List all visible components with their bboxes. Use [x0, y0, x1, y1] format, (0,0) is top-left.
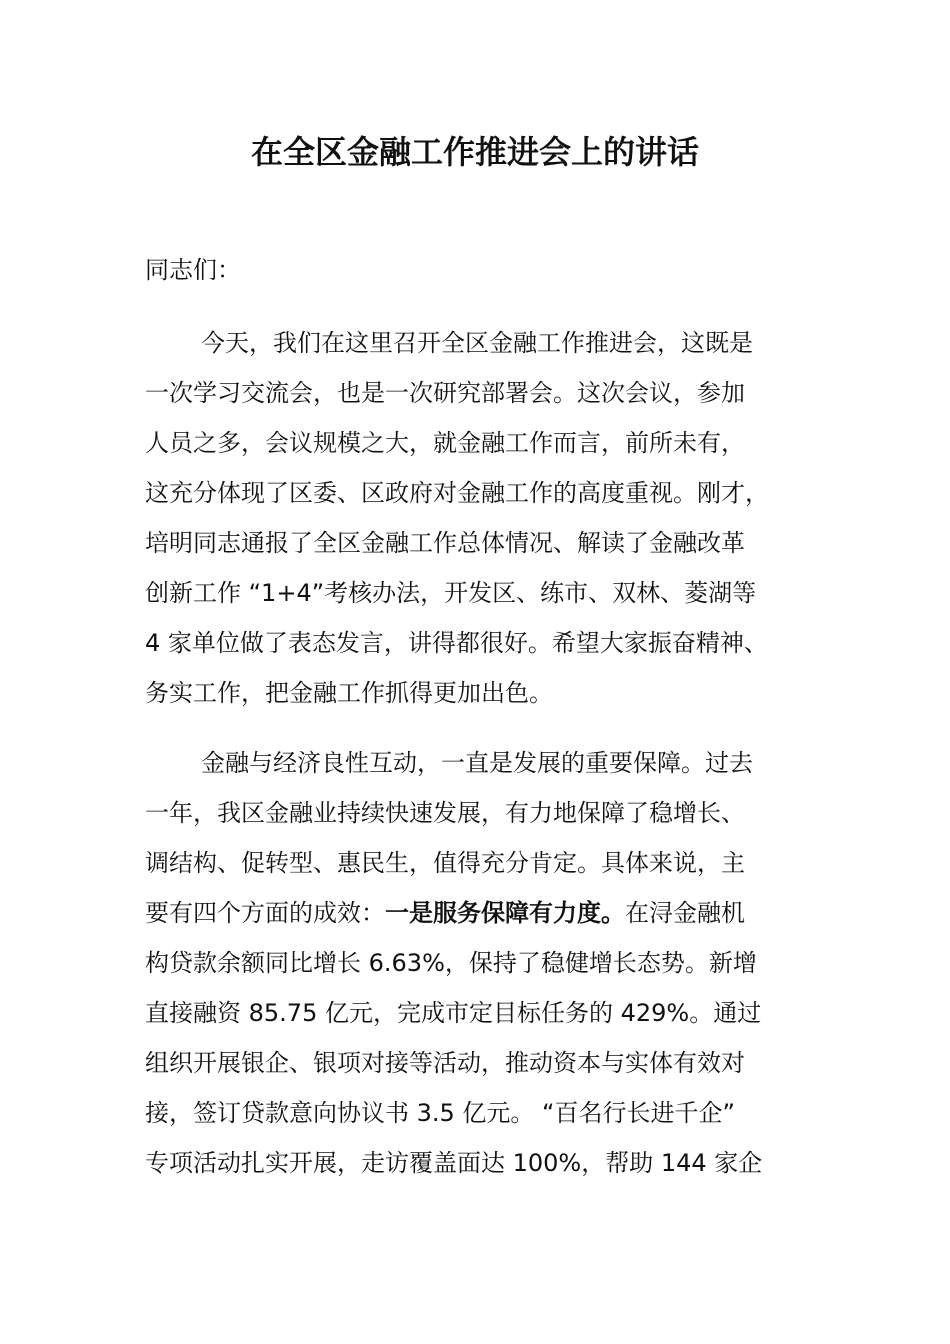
line-text: 要有四个方面的成效： [145, 899, 385, 927]
paragraph-2 [145, 738, 805, 1188]
paragraph-line: 务实工作，把金融工作抓得更加出色。 [145, 679, 553, 707]
paragraph-line: 构贷款余额同比增长 6.63%，保持了稳健增长态势。新增 [145, 949, 757, 977]
paragraph-line: 人员之多，会议规模之大，就金融工作而言，前所未有， [145, 429, 745, 457]
paragraph-line: 今天，我们在这里召开全区金融工作推进会，这既是 [201, 329, 753, 357]
paragraph-line: 接，签订贷款意向协议书 3.5 亿元。 “百名行长进千企” [145, 1099, 735, 1127]
bold-heading: 一是服务保障有力度。 [385, 899, 625, 927]
paragraph-line: 一次学习交流会，也是一次研究部署会。这次会议，参加 [145, 379, 745, 407]
paragraph-line: 一年，我区金融业持续快速发展，有力地保障了稳增长、 [145, 799, 745, 827]
paragraph-line: 直接融资 85.75 亿元，完成市定目标任务的 429%。通过 [145, 999, 762, 1027]
paragraph-line: 这充分体现了区委、区政府对金融工作的高度重视。刚才， [145, 479, 769, 507]
paragraph-line: 组织开展银企、银项对接等活动，推动资本与实体有效对 [145, 1049, 745, 1077]
paragraph-line: 金融与经济良性互动，一直是发展的重要保障。过去 [201, 749, 753, 777]
paragraph-line: 专项活动扎实开展，走访覆盖面达 100%，帮助 144 家企 [145, 1149, 763, 1177]
paragraph-line: 调结构、促转型、惠民生，值得充分肯定。具体来说，主 [145, 849, 745, 877]
paragraph-1 [145, 318, 805, 718]
document-title: 在全区金融工作推进会上的讲话 [250, 133, 699, 171]
salutation: 同志们： [145, 256, 241, 284]
paragraph-line: 4 家单位做了表态发言，讲得都很好。希望大家振奋精神、 [145, 629, 768, 657]
paragraph-line: 创新工作 “1+4”考核办法，开发区、练市、双林、菱湖等 [145, 579, 757, 607]
paragraph-line: 培明同志通报了全区金融工作总体情况、解读了金融改革 [145, 529, 745, 557]
paragraph-line [145, 888, 805, 938]
line-text: 在浔金融机 [625, 899, 745, 927]
